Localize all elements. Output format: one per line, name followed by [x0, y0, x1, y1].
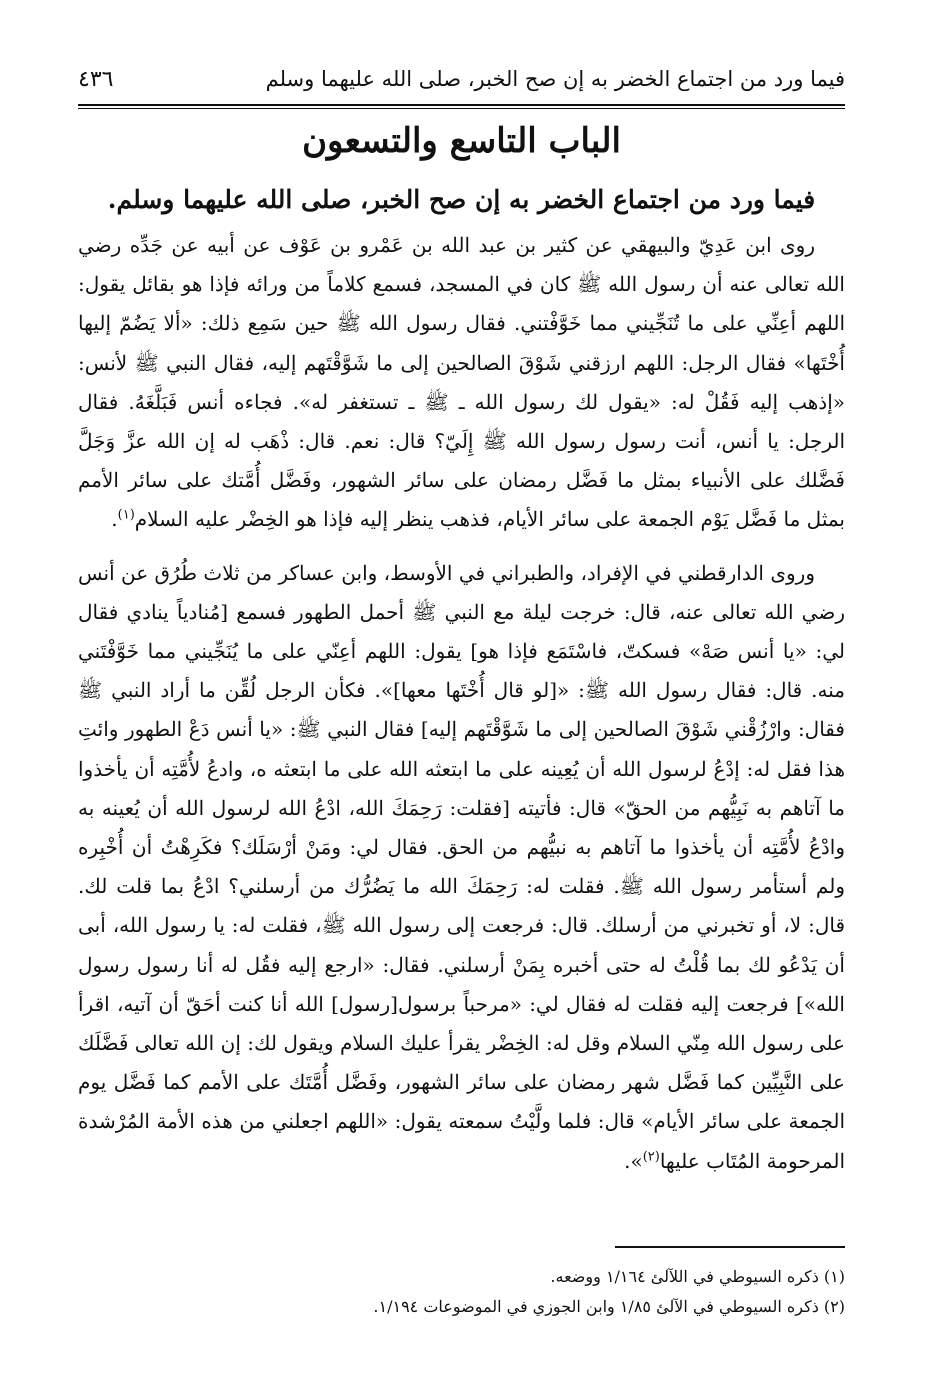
section-title: فيما ورد من اجتماع الخضر به إن صح الخبر، صلى الله عليهما وسلم. — [107, 185, 816, 214]
paragraph-text: روى ابن عَدِيّ والبيهقي عن كثير بن عبد الله بن عَمْرو بن عَوْف عن أبيه عن جَدِّه رضي الله تعالى عنه أن رسول الله ﷺ كان في المسجد، فسمع كلاماً من ورائه فإذا هو بقائل يقول: اللهم أعِنِّي على ما تُنَجِّيني مما خَوَّفْتني. فقال رسول الله ﷺ حين سَمِع ذلك: «ألا يَضُمّ إليها أُخْتَها» فقال الرجل: اللهم ارزقني شَوْقَ الصالحين إلى ما شَوَّقْتَهم إليه، فقال النبي ﷺ لأنس: «إذهب إليه فَقُلْ له: «يقول لك رسول الله ـ ﷺ ـ تستغفر له». فجاءه أنس فَبَلَّغَهُ. فقال الرجل: يا أنس، أنت رسول رسول الله ﷺ إِلَيّ؟ قال: نعم. قال: ذْهَب له إن الله عزَّ وَجَلَّ فَضَّلك على الأنبياء بمثل ما فَضَّل رمضان على سائر الشهور، وفَضَّل أُمَّتك على سائر الأمم بمثل ما فَضَّل يَوْم الجمعة على سائر الأيام، فذهب ينظر إليه فإذا هو الخِضْر عليه السلام — [78, 233, 845, 532]
page-number: ٤٣٦ — [78, 66, 114, 92]
paragraph-text: وروى الدارقطني في الإفراد، والطبراني في الأوسط، وابن عساكر من ثلاث طُرُق عن أنس رضي الله تعالى عنه، قال: خرجت ليلة مع النبي ﷺ أحمل الطهور فسمع [مُنادياً ينادي فقال لي: «يا أنس صَهْ» فسكتّ، فاسْتَمَع فإذا هو] يقول: اللهم أعِنّي على ما يُنَجِّيني مما خَوَّفْتَني منه. قال: فقال رسول الله ﷺ: «[لو قال أُخْتَها معها]». فكأن الرجل لُقِّن ما أراد النبي ﷺ فقال: وارْزُقْني شَوْقَ الصالحين إلى ما شَوَّقْتَهم إليه] فقال النبي ﷺ: «يا أنس دَعْ الطهور وائتِ هذا فقل له: إدْعُ لرسول الله أن يُعِينه على ما ابتعثه الله على ما ابتعثه ه، وادعُ لأُمَّتِه أن يأخذوا ما آتاهم به نَبِيُّهم من الحقّ» قال: فأتيته [فقلت: رَحِمَكَ الله، ادْعُ الله لرسول الله أن يُعينه به وادْعُ لأُمَّتِه أن يأخذوا ما آتاهم به نبيُّهم من الحق. فقال لي: ومَنْ أرْسَلَك؟ فكَرِهْتُ أن أُخْبِره ولم أستأمر رسول الله ﷺ. فقلت له: رَحِمَكَ الله ما يَضُرُّك من أرسلني؟ ادْعُ بما قلت لك. قال: لا، أو تخبرني من أرسلك. قال: فرجعت إلى رسول الله ﷺ، فقلت له: يا رسول الله، أبى أن يَدْعُو لك بما قُلْتُ له حتى أخبره بِمَنْ أرسلني. فقال: «ارجع إليه فقُل له أنا رسول رسول الله»] فرجعت إليه فقلت له فقال لي: «مرحباً برسول[رسول] الله أنا كنت أحَقّ أن آتيه، اقرأ على رسول الله مِنّي السلام وقل له: الخِضْر يقرأ عليك السلام ويقول لك: إن الله تعالى فَضَّلَك على النَّبِيِّين كما فَضَّل شهر رمضان على سائر الشهور، وفَضَّل أُمَّتَك على الأمم كما فَضَّل يوم الجمعة على سائر الأيام» قال: فلما ولَّيْتُ سمعته يقول: «اللهم اجعلني من هذه الأمة المُرْشدة المرحومة المُتَاب عليها — [78, 560, 845, 1173]
header-rule — [78, 104, 845, 106]
running-title: فيما ورد من اجتماع الخضر به إن صح الخبر، صلى الله عليهما وسلم — [265, 67, 845, 91]
footnote-ref-2: (٢) — [642, 1149, 660, 1165]
footnotes — [78, 1262, 845, 1322]
paragraph-2: وروى الدارقطني في الإفراد، والطبراني في الأوسط، وابن عساكر من ثلاث طُرُق عن أنس رضي الله تعالى عنه، قال: خرجت ليلة مع النبي ﷺ أحمل الطهور فسمع [مُنادياً ينادي فقال لي: «يا أنس صَهْ» فسكتّ، فاسْتَمَع فإذا هو] يقول: اللهم أعِنّي على ما يُنَجِّيني مما خَوَّفْتَني منه. قال: فقال رسول الله ﷺ: «[لو قال أُخْتَها معها]». فكأن الرجل لُقِّن ما أراد النبي ﷺ فقال: وارْزُقْني شَوْقَ الصالحين إلى ما شَوَّقْتَهم إليه] فقال النبي ﷺ: «يا أنس دَعْ الطهور وائتِ هذا فقل له: إدْعُ لرسول الله أن يُعِينه على ما ابتعثه الله على ما ابتعثه ه، وادعُ لأُمَّتِه أن يأخذوا ما آتاهم به نَبِيُّهم من الحقّ» قال: فأتيته [فقلت: رَحِمَكَ الله، ادْعُ الله لرسول الله أن يُعينه به وادْعُ لأُمَّتِه أن يأخذوا ما آتاهم به نبيُّهم من الحق. فقال لي: ومَنْ أرْسَلَك؟ فكَرِهْتُ أن أُخْبِره ولم أستأمر رسول الله ﷺ. فقلت له: رَحِمَكَ الله ما يَضُرُّك من أرسلني؟ ادْعُ بما قلت لك. قال: لا، أو تخبرني من أرسلك. قال: فرجعت إلى رسول الله ﷺ، فقلت له: يا رسول الله، أبى أن يَدْعُو لك بما قُلْتُ له حتى أخبره بِمَنْ أرسلني. فقال: «ارجع إليه فقُل له أنا رسول رسول الله»] فرجعت إليه فقلت له فقال لي: «مرحباً برسول[رسول] الله أنا كنت أحَقّ أن آتيه، اقرأ على رسول الله مِنّي السلام وقل له: الخِضْر يقرأ عليك السلام ويقول لك: إن الله تعالى فَضَّلَك على النَّبِيِّين كما فَضَّل شهر رمضان على سائر الشهور، وفَضَّل أُمَّتَك على الأمم كما فَضَّل يوم الجمعة على سائر الأيام» قال: فلما ولَّيْتُ سمعته يقول: «اللهم اجعلني من هذه الأمة المُرْشدة المرحومة المُتَاب عليها$^{(٢)}$». — [78, 560, 845, 1173]
running-header — [78, 56, 845, 102]
footnote-2: (٢) ذكره السيوطي في الآلئ ١/٨٥ وابن الجوزي في الموضوعات ١/١٩٤. — [373, 1297, 845, 1316]
paragraph-1: روى ابن عَدِيّ والبيهقي عن كثير بن عبد الله بن عَمْرو بن عَوْف عن أبيه عن جَدِّه رضي الله تعالى عنه أن رسول الله ﷺ كان في المسجد، فسمع كلاماً من ورائه فإذا هو بقائل يقول: اللهم أعِنِّي على ما تُنَجِّيني مما خَوَّفْتني. فقال رسول الله ﷺ حين سَمِع ذلك: «ألا يَضُمّ إليها أُخْتَها» فقال الرجل: اللهم ارزقني شَوْقَ الصالحين إلى ما شَوَّقْتَهم إليه، فقال النبي ﷺ لأنس: «إذهب إليه فَقُلْ له: «يقول لك رسول الله ـ ﷺ ـ تستغفر له». فجاءه أنس فَبَلَّغَهُ. فقال الرجل: يا أنس، أنت رسول رسول الله ﷺ إِلَيّ؟ قال: نعم. قال: ذْهَب له إن الله عزَّ وَجَلَّ فَضَّلك على الأنبياء بمثل ما فَضَّل رمضان على سائر الشهور، وفَضَّل أُمَّتك على سائر الأمم بمثل ما فَضَّل يَوْم الجمعة على سائر الأيام، فذهب ينظر إليه فإذا هو الخِضْر عليه السلام$^{(١)}$. — [78, 233, 845, 532]
chapter-title: الباب التاسع والتسعون — [302, 121, 621, 161]
footnote-1: (١) ذكره السيوطي في اللآلئ ١/١٦٤ ووضعه. — [550, 1267, 845, 1286]
header-rule-thin — [78, 108, 845, 109]
footnote-ref-1: (١) — [117, 507, 135, 523]
footnote-rule — [615, 1246, 845, 1248]
body-text — [78, 226, 845, 1181]
